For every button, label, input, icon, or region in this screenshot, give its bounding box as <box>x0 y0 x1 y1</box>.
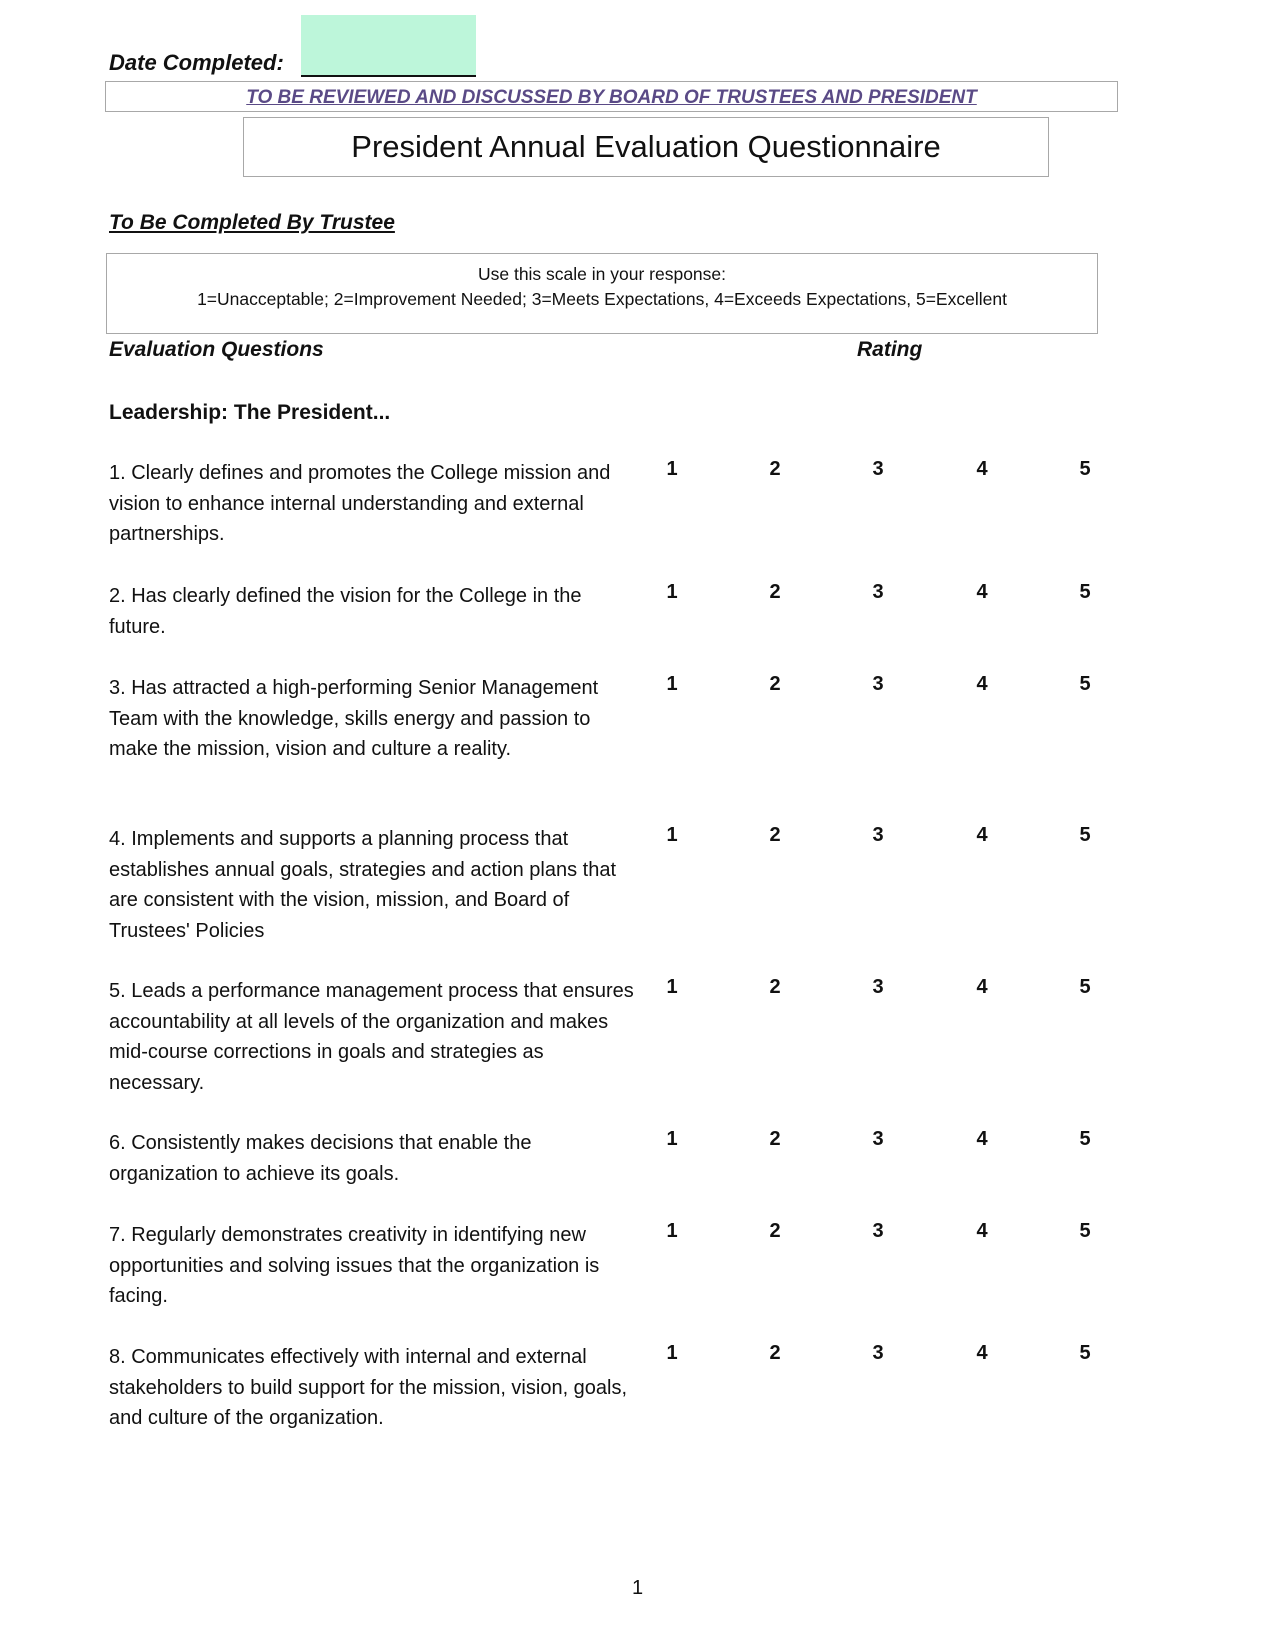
rating-option-2[interactable]: 2 <box>769 976 781 998</box>
question-text: 1. Clearly defines and promotes the College mission and vision to enhance internal understanding and external partnerships. <box>109 462 611 545</box>
rating-option-4[interactable]: 4 <box>976 673 988 695</box>
rating-option-2[interactable]: 2 <box>769 673 781 695</box>
review-banner-text: TO BE REVIEWED AND DISCUSSED BY BOARD OF TRUSTEES AND PRESIDENT <box>246 87 977 108</box>
date-completed-label: Date Completed: <box>109 50 284 75</box>
rating-option-3[interactable]: 3 <box>872 1128 884 1150</box>
page-number: 1 <box>631 1577 644 1599</box>
date-underline <box>301 75 476 77</box>
rating-option-5[interactable]: 5 <box>1079 1128 1091 1150</box>
rating-option-5[interactable]: 5 <box>1079 824 1091 846</box>
rating-option-1[interactable]: 1 <box>666 1342 678 1364</box>
rating-option-1[interactable]: 1 <box>666 1220 678 1242</box>
rating-option-2[interactable]: 2 <box>769 1128 781 1150</box>
question-text: 7. Regularly demonstrates creativity in identifying new opportunities and solving issues that the organization is facing. <box>109 1224 600 1307</box>
rating-option-3[interactable]: 3 <box>872 1220 884 1242</box>
rating-option-5[interactable]: 5 <box>1079 1220 1091 1242</box>
review-banner <box>105 81 1118 112</box>
question-text: 4. Implements and supports a planning process that establishes annual goals, strategies and action plans that are consistent with the vision, mission, and Board of Trustees' Policies <box>109 828 617 942</box>
rating-option-3[interactable]: 3 <box>872 1342 884 1364</box>
rating-option-1[interactable]: 1 <box>666 976 678 998</box>
scale-legend: 1=Unacceptable; 2=Improvement Needed; 3=Meets Expectations, 4=Exceeds Expectations, 5=Excellent <box>197 289 1007 309</box>
rating-option-2[interactable]: 2 <box>769 1220 781 1242</box>
page-title: President Annual Evaluation Questionnaire <box>351 129 941 164</box>
trustee-heading: To Be Completed By Trustee <box>109 211 395 234</box>
rating-option-2[interactable]: 2 <box>769 581 781 603</box>
questions-column-header: Evaluation Questions <box>109 338 324 361</box>
question-text: 5. Leads a performance management process that ensures accountability at all levels of the organization and makes mid-course corrections in goals and strategies as necessary. <box>109 980 634 1094</box>
rating-option-3[interactable]: 3 <box>872 673 884 695</box>
rating-option-2[interactable]: 2 <box>769 458 781 480</box>
rating-option-4[interactable]: 4 <box>976 1220 988 1242</box>
date-completed-field[interactable] <box>301 15 476 77</box>
rating-option-3[interactable]: 3 <box>872 976 884 998</box>
question-text: 2. Has clearly defined the vision for the College in the future. <box>109 585 582 638</box>
rating-scale-box <box>106 253 1098 334</box>
rating-option-4[interactable]: 4 <box>976 581 988 603</box>
scale-intro: Use this scale in your response: <box>477 264 727 284</box>
rating-option-5[interactable]: 5 <box>1079 1342 1091 1364</box>
rating-option-4[interactable]: 4 <box>976 976 988 998</box>
question-text: 3. Has attracted a high-performing Senior Management Team with the knowledge, skills energy and passion to make the mission, vision and culture a reality. <box>109 677 599 760</box>
rating-option-2[interactable]: 2 <box>769 1342 781 1364</box>
question-text: 6. Consistently makes decisions that enable the organization to achieve its goals. <box>109 1132 532 1185</box>
rating-option-3[interactable]: 3 <box>872 581 884 603</box>
rating-option-4[interactable]: 4 <box>976 1342 988 1364</box>
rating-option-1[interactable]: 1 <box>666 824 678 846</box>
rating-option-5[interactable]: 5 <box>1079 458 1091 480</box>
rating-option-4[interactable]: 4 <box>976 824 988 846</box>
rating-option-5[interactable]: 5 <box>1079 673 1091 695</box>
rating-option-1[interactable]: 1 <box>666 581 678 603</box>
rating-option-5[interactable]: 5 <box>1079 976 1091 998</box>
rating-column-header: Rating <box>857 338 923 361</box>
question-text: 8. Communicates effectively with internal and external stakeholders to build support for the mission, vision, goals, and culture of the organization. <box>109 1346 628 1429</box>
section-title: Leadership: The President... <box>109 401 391 424</box>
rating-option-1[interactable]: 1 <box>666 673 678 695</box>
rating-option-5[interactable]: 5 <box>1079 581 1091 603</box>
rating-option-4[interactable]: 4 <box>976 458 988 480</box>
rating-option-3[interactable]: 3 <box>872 458 884 480</box>
title-box <box>243 117 1049 177</box>
rating-option-4[interactable]: 4 <box>976 1128 988 1150</box>
rating-option-3[interactable]: 3 <box>872 824 884 846</box>
rating-option-2[interactable]: 2 <box>769 824 781 846</box>
rating-option-1[interactable]: 1 <box>666 458 678 480</box>
rating-option-1[interactable]: 1 <box>666 1128 678 1150</box>
